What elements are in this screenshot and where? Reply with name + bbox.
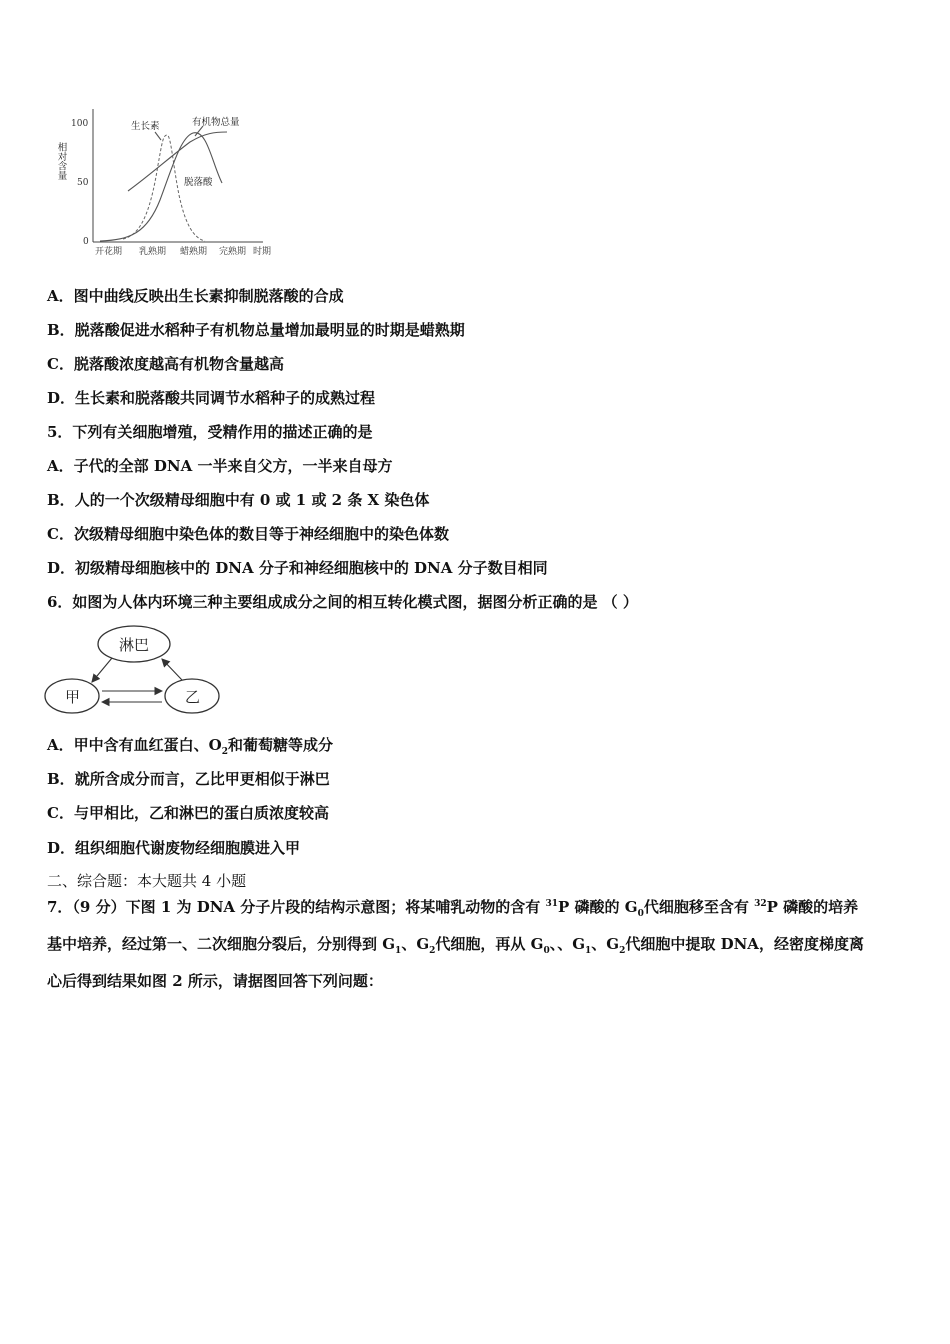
q5-stem: 5．下列有关细胞增殖，受精作用的描述正确的是 bbox=[47, 423, 373, 441]
q6-stem: 6．如图为人体内环境三种主要组成成分之间的相互转化模式图，据图分析正确的是 （ ） bbox=[47, 593, 638, 611]
yi-label: 乙 bbox=[185, 688, 201, 706]
organic-total-label: 有机物总量 bbox=[192, 117, 240, 128]
q6-option-b: B．就所含成分而言，乙比甲更相似于淋巴 bbox=[47, 770, 330, 788]
q6-option-a: A．甲中含有血红蛋白、$O_2$和葡萄糖等成分 bbox=[47, 736, 333, 757]
y-tick-0: 0 bbox=[83, 237, 89, 247]
x-tick-flowering: 开花期 bbox=[95, 247, 123, 257]
x-tick-wax: 蜡熟期 bbox=[180, 247, 208, 257]
q5-option-d: D．初级精母细胞核中的 DNA 分子和神经细胞核中的 DNA 分子数目相同 bbox=[47, 559, 548, 577]
x-tick-full: 完熟期 bbox=[219, 247, 247, 257]
abscisic-acid-label: 脱落酸 bbox=[184, 177, 213, 188]
q4-option-d: D．生长素和脱落酸共同调节水稻种子的成熟过程 bbox=[47, 389, 376, 407]
q7-line-1: 7．（9 分）下图 1 为 DNA 分子片段的结构示意图；将某哺乳动物的含有 $^{31}$P 磷酸的 $G_0$代细胞移至含有 $^{32}$P 磷酸的培养 bbox=[47, 898, 859, 919]
y-axis-label: 相对含量 bbox=[55, 142, 67, 180]
q7-line-3: 心后得到结果如图 2 所示，请据图回答下列问题： bbox=[47, 972, 383, 990]
y-tick-100: 100 bbox=[71, 119, 89, 129]
label-leader-auxin bbox=[155, 132, 161, 140]
q4-option-a: A．图中曲线反映出生长素抑制脱落酸的合成 bbox=[47, 287, 344, 305]
section-two-heading: 二、综合题：本大题共 4 小题 bbox=[47, 872, 247, 890]
jia-label: 甲 bbox=[65, 688, 81, 706]
q4-option-b: B．脱落酸促进水稻种子有机物总量增加最明显的时期是蜡熟期 bbox=[47, 321, 465, 339]
lymph-label: 淋巴 bbox=[119, 636, 150, 654]
q6-option-c: C．与甲相比，乙和淋巴的蛋白质浓度较高 bbox=[47, 804, 329, 822]
body-fluid-diagram bbox=[44, 622, 224, 718]
q5-option-a: A．子代的全部 DNA 一半来自父方，一半来自母方 bbox=[47, 457, 393, 475]
q6-option-d: D．组织细胞代谢废物经细胞膜进入甲 bbox=[47, 839, 301, 857]
q7-line-2: 基中培养，经过第一、二次细胞分裂后，分别得到 $G_1$、$G_2$代细胞，再从 $G_0$、、$G_1$、$G_2$代细胞中提取 DNA，经密度梯度离 bbox=[47, 935, 864, 956]
q5-option-b: B．人的一个次级精母细胞中有 0 或 1 或 2 条 X 染色体 bbox=[47, 491, 430, 509]
x-tick-milk: 乳熟期 bbox=[139, 247, 167, 257]
y-tick-50: 50 bbox=[77, 178, 89, 188]
q4-option-c: C．脱落酸浓度越高有机物含量越高 bbox=[47, 355, 284, 373]
arrow-lymph-to-jia bbox=[92, 658, 112, 682]
x-axis-label: 时期 bbox=[253, 247, 272, 257]
auxin-label: 生长素 bbox=[131, 121, 160, 132]
arrow-yi-to-lymph bbox=[162, 659, 182, 680]
q5-option-c: C．次级精母细胞中染色体的数目等于神经细胞中的染色体数 bbox=[47, 525, 449, 543]
hormone-content-figure bbox=[55, 105, 280, 257]
